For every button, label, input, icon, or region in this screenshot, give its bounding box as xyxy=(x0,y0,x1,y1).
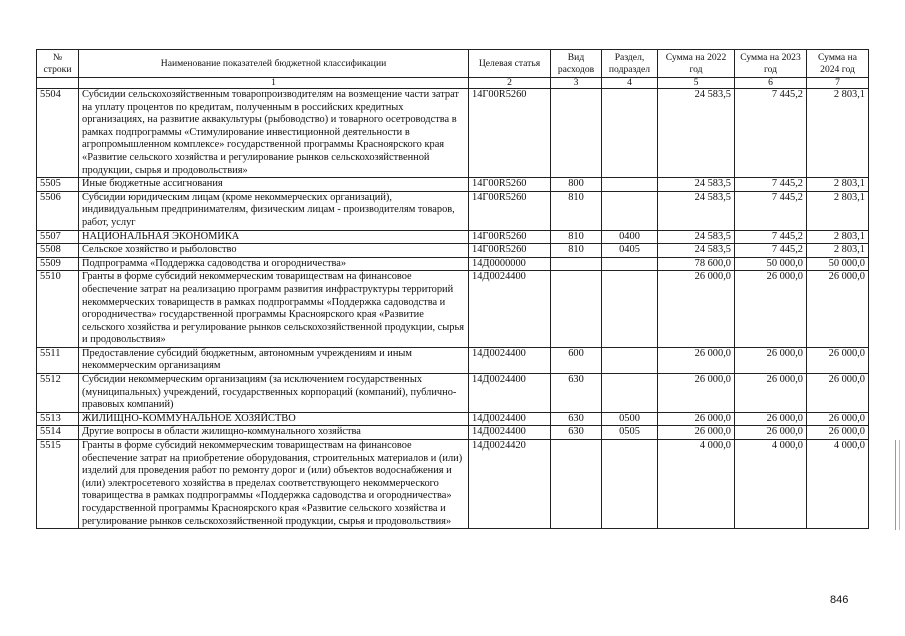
sum-2023: 7 445,2 xyxy=(735,89,807,178)
sum-2023: 7 445,2 xyxy=(735,244,807,258)
colnum-5: 5 xyxy=(658,78,735,89)
expense-type xyxy=(551,440,602,529)
row-number: 5506 xyxy=(37,191,79,230)
colnum-1: 1 xyxy=(79,78,469,89)
row-number: 5508 xyxy=(37,244,79,258)
sum-2023: 26 000,0 xyxy=(735,426,807,440)
row-name: Предоставление субсидий бюджетным, автономным учреждениям и иным некоммерческим организациям xyxy=(79,347,469,373)
colnum-7: 7 xyxy=(807,78,869,89)
table-row xyxy=(37,412,869,426)
row-number: 5505 xyxy=(37,178,79,192)
target-article: 14Г00R5260 xyxy=(469,191,551,230)
sum-2022: 26 000,0 xyxy=(658,426,735,440)
sum-2023: 26 000,0 xyxy=(735,374,807,413)
colnum-3: 3 xyxy=(551,78,602,89)
sum-2023: 26 000,0 xyxy=(735,347,807,373)
expense-type: 810 xyxy=(551,244,602,258)
section xyxy=(602,89,658,178)
row-number: 5512 xyxy=(37,374,79,413)
row-name: Подпрограмма «Поддержка садоводства и огородничества» xyxy=(79,257,469,271)
table-row xyxy=(37,271,869,348)
row-name: Субсидии сельскохозяйственным товаропроизводителям на возмещение части затрат на уплату процентов по кредитам, полученным в российских кредитных организациях, на развитие аквакультуры (рыбоводство) и товарного осетроводства в рамках подпрограммы «Стимулирование инвестиционной деятельности в агропромышленном комплексе» государственной программы Красноярского края «Развитие сельского хозяйства и регулирование рынков сельскохозяйственной продукции, сырья и продовольствия» xyxy=(79,89,469,178)
header-sum-2024: Сумма на 2024 год xyxy=(807,50,869,78)
target-article: 14Г00R5260 xyxy=(469,230,551,244)
sum-2023: 7 445,2 xyxy=(735,230,807,244)
section: 0400 xyxy=(602,230,658,244)
row-name: Иные бюджетные ассигнования xyxy=(79,178,469,192)
row-number: 5510 xyxy=(37,271,79,348)
expense-type: 630 xyxy=(551,374,602,413)
row-name: Сельское хозяйство и рыболовство xyxy=(79,244,469,258)
row-name: Субсидии некоммерческим организациям (за исключением государственных (муниципальных) учреждений, государственных корпораций (компаний), публично-правовых компаний) xyxy=(79,374,469,413)
target-article: 14Д0024420 xyxy=(469,440,551,529)
row-name: Гранты в форме субсидий некоммерческим товариществам на финансовое обеспечение затрат на приобретение оборудования, строительных материалов и (или) изделий для проведения работ по ремонту дорог и (или) объектов водоснабжения и (или) электросетевого хозяйства в пределах соответствующего некоммерческого товарищества в рамках подпрограммы «Поддержка садоводства и огородничества» государственной программы Красноярского края «Развитие сельского хозяйства и регулирование рынков сельскохозяйственной продукции, сырья и продовольствия» xyxy=(79,440,469,529)
header-section: Раздел, подраздел xyxy=(602,50,658,78)
expense-type: 630 xyxy=(551,412,602,426)
budget-table xyxy=(36,49,869,529)
target-article: 14Г00R5260 xyxy=(469,89,551,178)
sum-2023: 26 000,0 xyxy=(735,271,807,348)
table-row xyxy=(37,89,869,178)
expense-type xyxy=(551,89,602,178)
section xyxy=(602,347,658,373)
row-number: 5504 xyxy=(37,89,79,178)
sum-2024: 26 000,0 xyxy=(807,374,869,413)
row-name: Другие вопросы в области жилищно-коммунального хозяйства xyxy=(79,426,469,440)
sum-2024: 26 000,0 xyxy=(807,426,869,440)
colnum-2: 2 xyxy=(469,78,551,89)
section xyxy=(602,271,658,348)
section xyxy=(602,191,658,230)
sum-2022: 24 583,5 xyxy=(658,178,735,192)
expense-type: 810 xyxy=(551,230,602,244)
sum-2024: 2 803,1 xyxy=(807,230,869,244)
sum-2023: 50 000,0 xyxy=(735,257,807,271)
sum-2024: 50 000,0 xyxy=(807,257,869,271)
table-row xyxy=(37,191,869,230)
section: 0505 xyxy=(602,426,658,440)
row-number: 5514 xyxy=(37,426,79,440)
expense-type xyxy=(551,257,602,271)
header-name: Наименование показателей бюджетной классификации xyxy=(79,50,469,78)
target-article: 14Д0000000 xyxy=(469,257,551,271)
table-row xyxy=(37,230,869,244)
target-article: 14Д0024400 xyxy=(469,374,551,413)
row-number: 5509 xyxy=(37,257,79,271)
sum-2023: 4 000,0 xyxy=(735,440,807,529)
target-article: 14Д0024400 xyxy=(469,347,551,373)
sum-2022: 4 000,0 xyxy=(658,440,735,529)
target-article: 14Д0024400 xyxy=(469,412,551,426)
target-article: 14Г00R5260 xyxy=(469,178,551,192)
sum-2023: 7 445,2 xyxy=(735,178,807,192)
sum-2022: 26 000,0 xyxy=(658,374,735,413)
sum-2023: 7 445,2 xyxy=(735,191,807,230)
row-name: НАЦИОНАЛЬНАЯ ЭКОНОМИКА xyxy=(79,230,469,244)
table-row xyxy=(37,257,869,271)
row-number: 5507 xyxy=(37,230,79,244)
table-row xyxy=(37,178,869,192)
sum-2022: 78 600,0 xyxy=(658,257,735,271)
table-row xyxy=(37,440,869,529)
page-number: 846 xyxy=(830,594,849,606)
section: 0500 xyxy=(602,412,658,426)
section xyxy=(602,440,658,529)
sum-2022: 24 583,5 xyxy=(658,191,735,230)
expense-type: 630 xyxy=(551,426,602,440)
target-article: 14Г00R5260 xyxy=(469,244,551,258)
scan-edge xyxy=(895,440,900,530)
row-number: 5513 xyxy=(37,412,79,426)
sum-2024: 26 000,0 xyxy=(807,347,869,373)
colnum-0 xyxy=(37,78,79,89)
target-article: 14Д0024400 xyxy=(469,271,551,348)
row-name: Субсидии юридическим лицам (кроме некоммерческих организаций), индивидуальным предпринимателям, физическим лицам - производителям товаров, работ, услуг xyxy=(79,191,469,230)
table-row xyxy=(37,374,869,413)
sum-2022: 26 000,0 xyxy=(658,347,735,373)
sum-2022: 26 000,0 xyxy=(658,412,735,426)
sum-2024: 26 000,0 xyxy=(807,412,869,426)
row-number: 5511 xyxy=(37,347,79,373)
table-row xyxy=(37,347,869,373)
section xyxy=(602,374,658,413)
sum-2022: 24 583,5 xyxy=(658,230,735,244)
table-row xyxy=(37,426,869,440)
section: 0405 xyxy=(602,244,658,258)
sum-2023: 26 000,0 xyxy=(735,412,807,426)
expense-type: 800 xyxy=(551,178,602,192)
target-article: 14Д0024400 xyxy=(469,426,551,440)
sum-2024: 26 000,0 xyxy=(807,271,869,348)
sum-2024: 2 803,1 xyxy=(807,178,869,192)
expense-type: 600 xyxy=(551,347,602,373)
sum-2024: 2 803,1 xyxy=(807,89,869,178)
expense-type: 810 xyxy=(551,191,602,230)
table-row xyxy=(37,244,869,258)
sum-2024: 2 803,1 xyxy=(807,244,869,258)
row-name: Гранты в форме субсидий некоммерческим товариществам на финансовое обеспечение затрат на реализацию программ развития инфраструктуры территорий некоммерческих товариществ в рамках подпрограммы «Поддержка садоводства и огородничества» государственной программы Красноярского края «Развитие сельского хозяйства и регулирование рынков сельскохозяйственной продукции, сырья и продовольствия» xyxy=(79,271,469,348)
header-target-article: Целевая статья xyxy=(469,50,551,78)
colnum-4: 4 xyxy=(602,78,658,89)
header-sum-2023: Сумма на 2023 год xyxy=(735,50,807,78)
sum-2022: 26 000,0 xyxy=(658,271,735,348)
header-row-number: № строки xyxy=(37,50,79,78)
sum-2022: 24 583,5 xyxy=(658,89,735,178)
header-sum-2022: Сумма на 2022 год xyxy=(658,50,735,78)
sum-2024: 2 803,1 xyxy=(807,191,869,230)
expense-type xyxy=(551,271,602,348)
row-name: ЖИЛИЩНО-КОММУНАЛЬНОЕ ХОЗЯЙСТВО xyxy=(79,412,469,426)
row-number: 5515 xyxy=(37,440,79,529)
colnum-6: 6 xyxy=(735,78,807,89)
sum-2022: 24 583,5 xyxy=(658,244,735,258)
table-body xyxy=(37,89,869,529)
section xyxy=(602,257,658,271)
sum-2024: 4 000,0 xyxy=(807,440,869,529)
section xyxy=(602,178,658,192)
header-expense-type: Вид расходов xyxy=(551,50,602,78)
